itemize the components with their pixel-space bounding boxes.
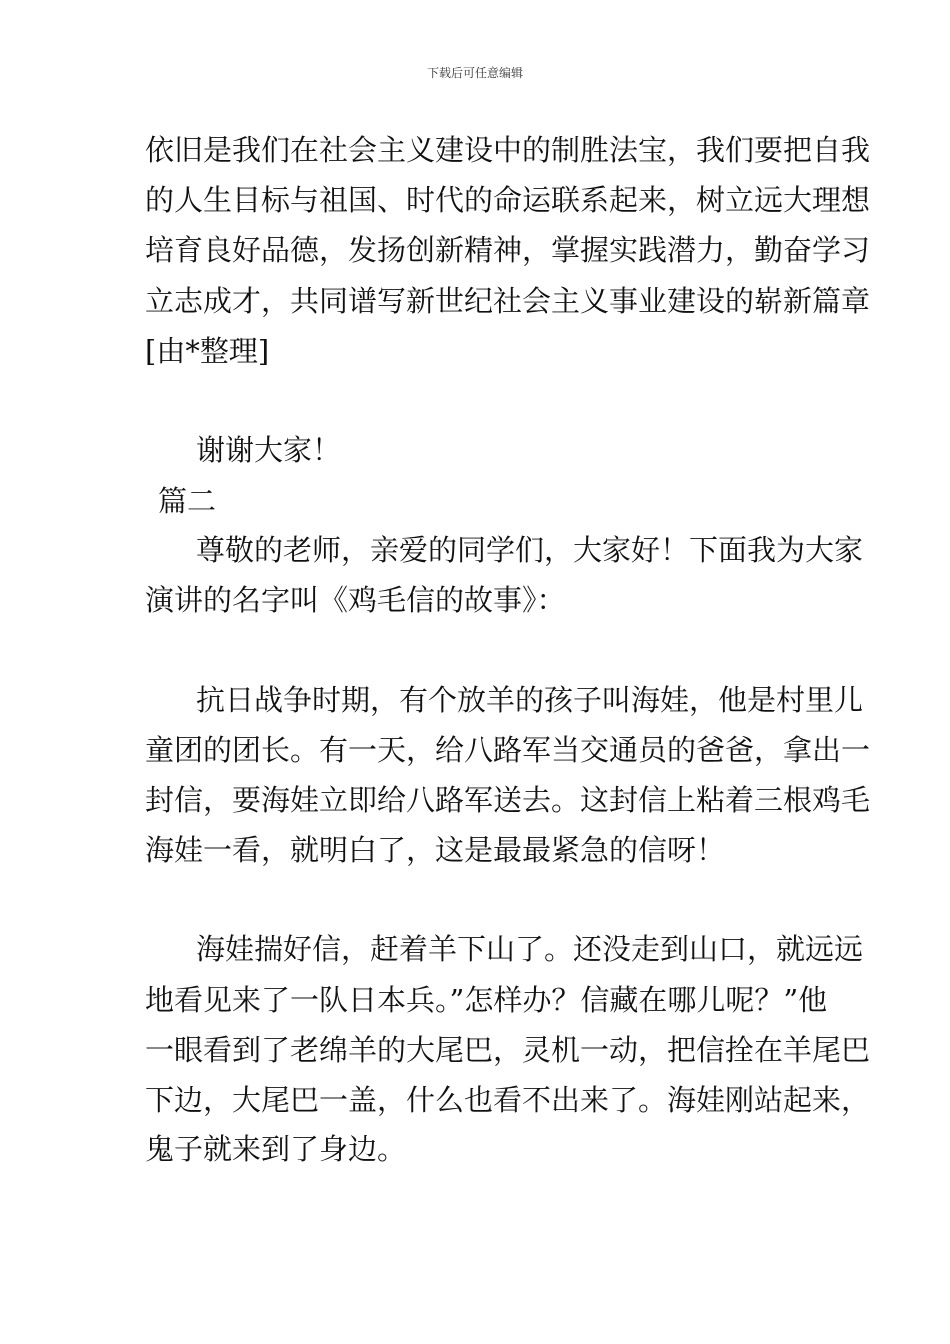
section-heading: 篇二 [158,484,217,518]
paragraph-line: 下边，大尾巴一盖，什么也看不出来了。海娃刚站起来， [145,1083,871,1117]
paragraph-line: 一眼看到了老绵羊的大尾巴，灵机一动，把信拴在羊尾巴 [145,1033,871,1067]
page-header: 下载后可任意编辑 [426,66,523,80]
paragraph-line: 封信，要海娃立即给八路军送去。这封信上粘着三根鸡毛 [145,783,871,817]
closing-line: 谢谢大家！ [196,433,342,467]
paragraph-line: 地看见来了一队日本兵。”怎样办？信藏在哪儿呢？”他 [145,983,828,1017]
paragraph-line: 童团的团长。有一天，给八路军当交通员的爸爸，拿出一 [145,733,871,767]
paragraph-line: 培育良好品德，发扬创新精神，掌握实践潜力，勤奋学习 [145,233,871,267]
paragraph-line: 的人生目标与祖国、时代的命运联系起来，树立远大理想 [145,183,871,217]
paragraph-line: 尊敬的老师，亲爱的同学们，大家好！下面我为大家 [196,533,864,567]
paragraph-line: 鬼子就来到了身边。 [145,1132,407,1166]
paragraph-line: 演讲的名字叫《鸡毛信的故事》： [145,583,566,617]
paragraph-line: 海娃揣好信，赶着羊下山了。还没走到山口，就远远 [196,932,864,966]
paragraph-line: [由*整理] [145,334,270,368]
paragraph-line: 依旧是我们在社会主义建设中的制胜法宝，我们要把自我 [145,133,871,167]
paragraph-line: 立志成才，共同谱写新世纪社会主义事业建设的崭新篇章 [145,284,871,318]
paragraph-line: 海娃一看，就明白了，这是最最紧急的信呀！ [145,833,726,867]
paragraph-line: 抗日战争时期，有个放羊的孩子叫海娃，他是村里儿 [196,683,864,717]
